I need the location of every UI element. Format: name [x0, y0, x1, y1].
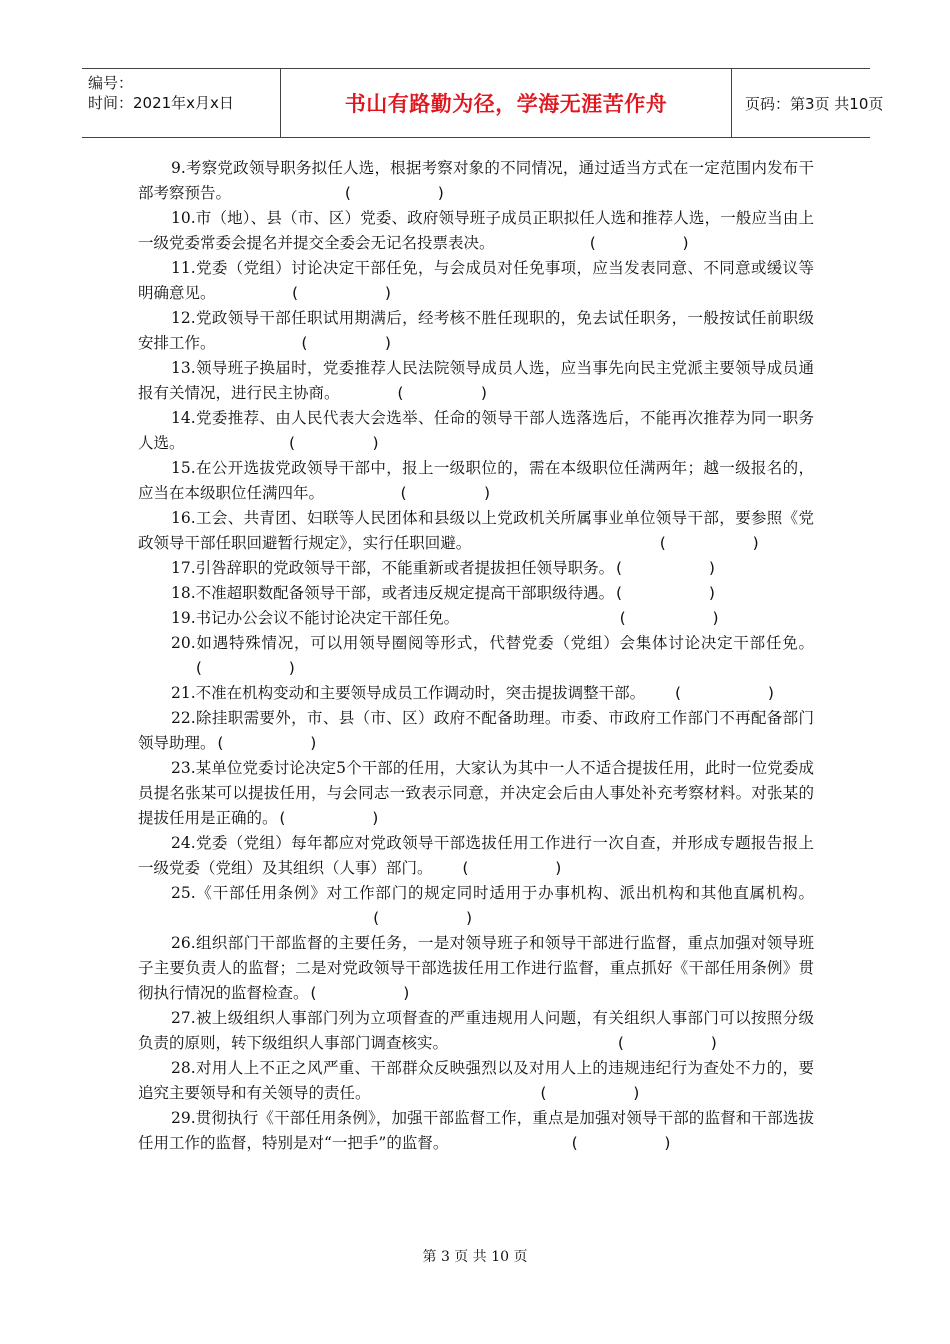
- header-motto-cell: [281, 69, 732, 137]
- answer-bracket[interactable]: ( ): [616, 1034, 719, 1052]
- question-item: [138, 406, 814, 456]
- question-text: 29.贯彻执行《干部任用条例》，加强干部监督工作，重点是加强对领导干部的监督和干部选拔任用工作的监督，特别是对“一把手”的监督。: [138, 1109, 814, 1152]
- motto: 书山有路勤为径，学海无涯苦作舟: [344, 92, 668, 116]
- answer-bracket[interactable]: ( ): [308, 984, 412, 1002]
- question-item: [138, 931, 814, 1006]
- answer-bracket[interactable]: ( ): [215, 734, 319, 752]
- answer-bracket[interactable]: ( ): [343, 184, 446, 202]
- answer-gap: [495, 234, 588, 252]
- answer-bracket[interactable]: ( ): [460, 859, 564, 877]
- question-text: 18.不准超职数配备领导干部，或者违反规定提高干部职级待遇。: [171, 584, 615, 602]
- answer-bracket[interactable]: ( ): [290, 284, 393, 302]
- question-item: [138, 1056, 814, 1106]
- answer-bracket[interactable]: ( ): [657, 534, 761, 552]
- serial-label: 编号：: [88, 74, 134, 92]
- question-item: [138, 356, 814, 406]
- question-item: [138, 581, 814, 606]
- question-item: [138, 1106, 814, 1156]
- question-text: 14.党委推荐、由人民代表大会选举、任命的领导干部人选落选后，不能再次推荐为同一职务人选。: [138, 409, 814, 452]
- question-text: 12.党政领导干部任职试用期满后，经考核不胜任现职的，免去试任职务，一般按试任前职级安排工作。: [138, 309, 814, 352]
- answer-bracket[interactable]: ( ): [569, 1134, 673, 1152]
- answer-bracket[interactable]: ( ): [398, 484, 492, 502]
- question-item: [138, 556, 814, 581]
- question-text: 13.领导班子换届时，党委推荐人民法院领导成员人选，应当事先向民主党派主要领导成员通报有关情况，进行民主协商。: [138, 359, 814, 402]
- question-text: 27.被上级组织人事部门列为立项督查的严重违规用人问题，有关组织人事部门可以按照分级负责的原则，转下级组织人事部门调查核实。: [138, 1009, 814, 1052]
- answer-bracket[interactable]: ( ): [538, 1084, 642, 1102]
- question-text: 16.工会、共青团、妇联等人民团体和县级以上党政机关所属事业单位领导干部，要参照《党政领导干部任职回避暂行规定》，实行任职回避。: [138, 509, 814, 552]
- question-item: [138, 256, 814, 306]
- answer-bracket[interactable]: ( ): [617, 609, 721, 627]
- answer-bracket[interactable]: ( ): [587, 234, 691, 252]
- answer-gap: [433, 859, 461, 877]
- question-item: [138, 631, 814, 681]
- question-item: [138, 881, 814, 931]
- question-text: 15.在公开选拔党政领导干部中，报上一级职位的，需在本级职位任满两年；越一级报名的，应当在本级职位任满四年。: [138, 459, 814, 502]
- question-item: [138, 456, 814, 506]
- answer-bracket[interactable]: ( ): [614, 559, 717, 577]
- question-item: [138, 831, 814, 881]
- question-text: 25.《干部任用条例》对工作部门的规定同时适用于办事机构、派出机构和其他直属机构。: [171, 884, 814, 902]
- question-text: 23.某单位党委讨论决定5个干部的任用，大家认为其中一人不适合提拔任用，此时一位党委成员提名张某可以提拔任用，与会同志一致表示同意，并决定会后由人事处补充考察材料。对张某的提拔任用是正确的。: [138, 759, 814, 827]
- answer-gap: [216, 334, 300, 352]
- question-item: [138, 681, 814, 706]
- question-item: [138, 606, 814, 631]
- question-text: 28.对用人上不正之风严重、干部群众反映强烈以及对用人上的违规违纪行为查处不力的，要追究主要领导和有关领导的责任。: [138, 1059, 814, 1102]
- question-text: 10.市（地）、县（市、区）党委、政府领导班子成员正职拟任人选和推荐人选，一般应当由上一级党委常委会提名并提交全委会无记名投票表决。: [138, 209, 814, 252]
- page-header: [82, 68, 884, 138]
- question-item: [138, 756, 814, 831]
- question-item: [138, 506, 814, 556]
- question-item: [138, 206, 814, 256]
- question-text: 26.组织部门干部监督的主要任务，一是对领导班子和领导干部进行监督，重点加强对领导班子主要负责人的监督；二是对党政领导干部选拔任用工作进行监督，重点抓好《干部任用条例》贯彻执行情况的监督检查。: [138, 934, 814, 1002]
- answer-gap: [471, 534, 658, 552]
- header-page-info: 页码：第3页 共10页: [745, 94, 884, 113]
- answer-gap: [138, 909, 371, 927]
- answer-bracket[interactable]: ( ): [277, 809, 381, 827]
- answer-gap: [216, 284, 291, 302]
- question-text: 17.引咎辞职的党政领导干部，不能重新或者提拔担任领导职务。: [171, 559, 615, 577]
- answer-gap: [459, 609, 618, 627]
- answer-gap: [231, 184, 343, 202]
- question-list: [138, 156, 814, 1156]
- answer-bracket[interactable]: ( ): [299, 334, 393, 352]
- question-text: 21.不准在机构变动和主要领导成员工作调动时，突击提拔调整干部。: [171, 684, 646, 702]
- question-text: 11.党委（党组）讨论决定干部任免，与会成员对任免事项，应当发表同意、不同意或缓议等明确意见。: [138, 259, 814, 302]
- question-item: [138, 706, 814, 756]
- answer-bracket[interactable]: ( ): [395, 384, 489, 402]
- question-text: 20.如遇特殊情况，可以用领导圈阅等形式，代替党委（党组）会集体讨论决定干部任免。: [171, 634, 814, 652]
- question-item: [138, 306, 814, 356]
- answer-gap: [371, 1084, 539, 1102]
- question-text: 24.党委（党组）每年都应对党政领导干部选拔任用工作进行一次自查，并形成专题报告报上一级党委（党组）及其组织（人事）部门。: [138, 834, 814, 877]
- question-item: [138, 156, 814, 206]
- answer-gap: [448, 1034, 616, 1052]
- answer-gap: [138, 659, 194, 677]
- answer-gap: [340, 384, 396, 402]
- question-item: [138, 1006, 814, 1056]
- answer-gap: [645, 684, 673, 702]
- answer-gap: [448, 1134, 569, 1152]
- page-footer: 第 3 页 共 10 页: [422, 1249, 528, 1265]
- answer-bracket[interactable]: ( ): [194, 659, 297, 677]
- answer-bracket[interactable]: ( ): [614, 584, 717, 602]
- date-label: 时间：2021年x月x日: [88, 94, 234, 112]
- answer-bracket[interactable]: ( ): [287, 434, 381, 452]
- answer-gap: [185, 434, 288, 452]
- header-meta: [82, 69, 281, 137]
- question-text: 19.书记办公会议不能讨论决定干部任免。: [171, 609, 460, 627]
- question-text: 9.考察党政领导职务拟任人选，根据考察对象的不同情况，通过适当方式在一定范围内发布干部考察预告。: [138, 159, 814, 202]
- question-text: 22.除挂职需要外，市、县（市、区）政府不配备助理。市委、市政府工作部门不再配备部门领导助理。: [138, 709, 814, 752]
- answer-bracket[interactable]: ( ): [371, 909, 474, 927]
- answer-bracket[interactable]: ( ): [673, 684, 776, 702]
- answer-gap: [324, 484, 399, 502]
